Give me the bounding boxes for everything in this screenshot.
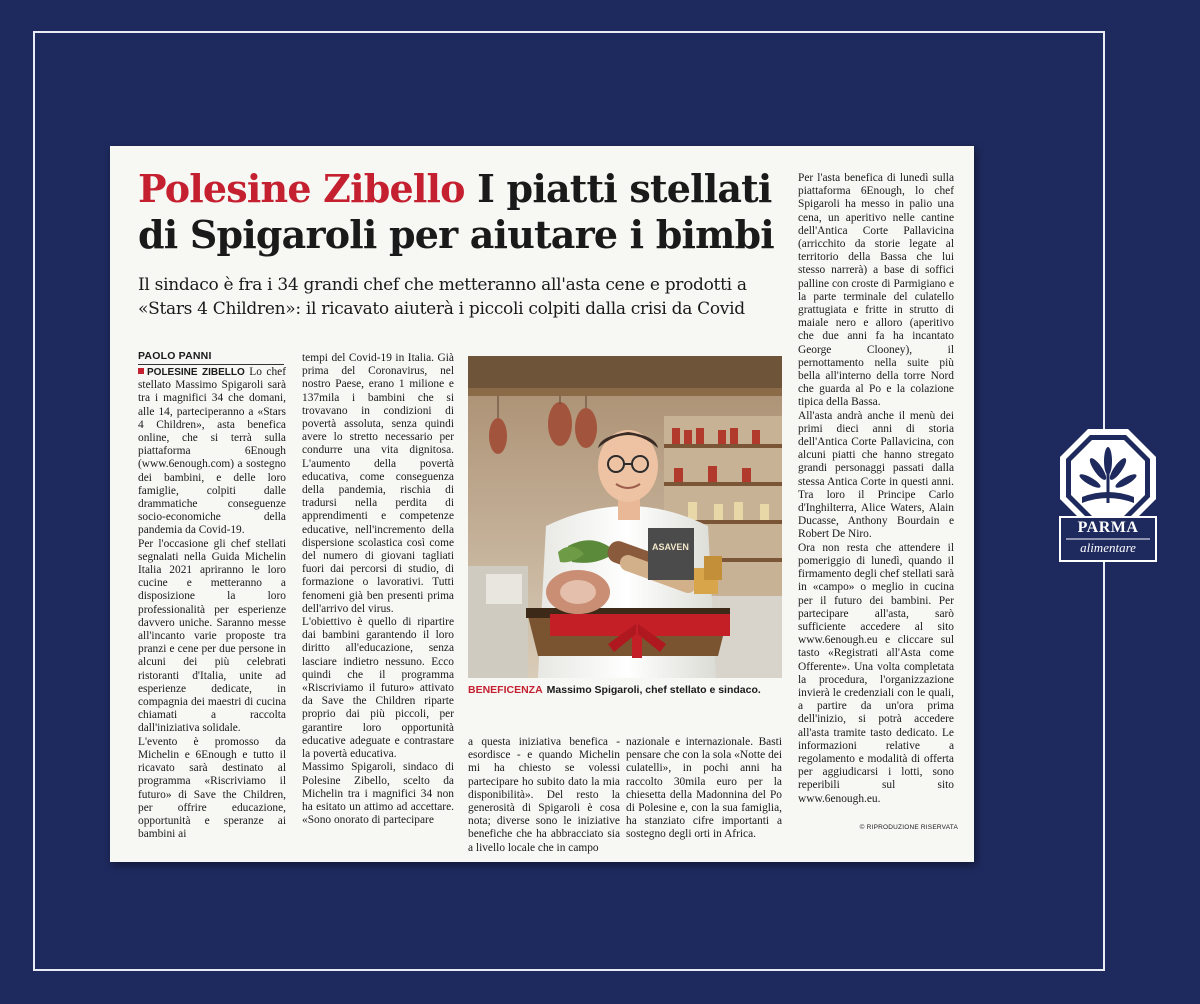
paragraph: Per l'asta benefica di lunedì sulla piattaforma 6Enough, lo chef Spigaroli ha messo in palio una cena, un aperitivo nelle cantine dell'Antica Corte Pallavicina (arricchito da storie legate al territorio della Bassa che lui stesso narrerà) a base di soffici palline con croste di Parmigiano e la parte terminale del culatello grattugiata e fritte in strutto di maiale nero e alloro (aperitivo che due anni fa ha incantato George Clooney), il pernottamento nella suite più bella all'interno della torre Nord che guarda al Po e la colazione tipica della Bassa.: [798, 172, 954, 409]
chef-photo-illustration: [468, 356, 782, 678]
placeline: POLESINE ZIBELLO: [147, 367, 245, 378]
article-column-3b: [626, 736, 782, 841]
paragraph: [138, 366, 286, 538]
logo-name: PARMA: [1077, 519, 1139, 536]
headline-kicker: Polesine Zibello: [138, 166, 465, 211]
paragraph: nazionale e internazionale. Basti pensare che con la sola «Notte dei culatelli», in pochi anni ha raccolto 30mila euro per la chiesetta della Madonnina del Po di Polesine e, con la sua famiglia, ha stanziato cifre importanti a sostegno degli orti in Africa.: [626, 736, 782, 841]
headline-text: I piatti stellati di Spigaroli per aiutare i bimbi: [138, 166, 774, 257]
paragraph: Massimo Spigaroli, sindaco di Polesine Zibello, scelto da Michelin tra i magnifici 34 non ha esitato un attimo ad accettare. «Sono onorato di partecipare: [302, 761, 454, 827]
photo-caption: [468, 684, 788, 696]
placeline-marker: [138, 368, 144, 374]
article-column-4: [798, 172, 954, 816]
caption-text: Massimo Spigaroli, chef stellato e sindaco.: [546, 684, 761, 696]
parma-alimentare-logo: [1058, 427, 1158, 567]
article-column-2: [302, 352, 454, 826]
subheadline: Il sindaco è fra i 34 grandi chef che metteranno all'asta cene e prodotti a «Stars 4 Children»: il ricavato aiuterà i piccoli colpiti dalla crisi da Covid: [138, 275, 747, 319]
caption-label: BENEFICENZA: [468, 684, 543, 696]
byline: PAOLO PANNI: [138, 350, 284, 365]
logo-tagline: alimentare: [1080, 540, 1136, 555]
copyright-notice: © RIPRODUZIONE RISERVATA: [859, 824, 958, 831]
article-column-1: [138, 366, 286, 841]
paragraph: All'asta andrà anche il menù dei primi dieci anni di storia dell'Antica Corte Pallavicina, con alcuni piatti che hanno stregato grandi personaggi passati dalla stessa Antica Corte in questi anni. Tra loro il Principe Carlo d'Inghilterra, Alice Waters, Alain Ducasse, Anthony Bourdain e Robert De Niro.: [798, 409, 954, 541]
photo-box-label: ASAVEN: [652, 542, 689, 552]
paragraph: L'evento è promosso da Michelin e 6Enough e tutto il ricavato sarà destinato al programma «Riscriviamo il futuro» di Save the Children, per offrire educazione, opportunità e speranze ai bambini ai: [138, 735, 286, 841]
headline: [138, 166, 798, 258]
newspaper-clipping: [110, 146, 974, 862]
paragraph-text: Lo chef stellato Massimo Spigaroli sarà tra i magnifici 34 che domani, alle 14, parteciperanno a «Stars 4 Children», asta benefica online, che si terrà sulla piattaforma 6Enough (www.6enough.com) a sostegno dei bambini, e delle loro famiglie, colpiti dalle drammatiche conseguenze socio-economiche della pandemia da Covid-19.: [138, 366, 286, 537]
paragraph: tempi del Covid-19 in Italia. Già prima del Coronavirus, nel nostro Paese, erano 1 milione e 137mila i bambini che si trovavano in condizioni di povertà assoluta, senza quindi avere lo stretto necessario per condurre una vita dignitosa. L'aumento della povertà educativa, come conseguenza della pandemia, rischia di tradursi nella perdita di apprendimenti e competenze educative, nell'incremento della dispersione scolastica così come del numero di giovani tagliati fuori dai percorsi di studio, di formazione o lavorativi. Tutti fenomeni già ben presenti prima dell'arrivo del virus.: [302, 352, 454, 615]
article-column-3a: [468, 736, 620, 854]
chef-photo: [468, 356, 782, 678]
paragraph: L'obiettivo è quello di ripartire dai bambini garantendo il loro diritto all'educazione, senza lasciare indietro nessuno. Ecco quindi che il programma «Riscriviamo il futuro» attivato da Save the Children riparte proprio dai più piccoli, per garantire loro opportunità educative adeguate e contrastare la povertà educativa.: [302, 616, 454, 761]
paragraph: Ora non resta che attendere il pomeriggio di lunedì, quando il firmamento degli chef stellati sarà in «campo» o meglio in cucina per il futuro dei bambini. Per partecipare all'asta, sarò sufficiente accedere al sito www.6enough.eu e cliccare sul tasto «Registrati all'Asta come Offerente». Una volta completata la procedura, l'organizzazione invierà le credenziali con le quali, a partire da un'ora prima dell'inizio, si potrà accedere all'asta tramite tasto dedicato. Le informazioni relative a regolamento e modalità di offerta per aggiudicarsi i lotti, sono reperibili sul sito www.6enough.eu.: [798, 541, 954, 805]
paragraph: Per l'occasione gli chef stellati segnalati nella Guida Michelin Italia 2021 apriranno le loro cucine e metteranno a disposizione la loro professionalità per esperienze davvero uniche. Saranno messe all'incanto varie proposte tra pranzi e cene per due persone in alcuni dei più celebrati ristoranti d'Italia, unite ad esperienze dedicate, in compagnia dei maestri di cucina chiamati a raccolta dall'iniziativa solidale.: [138, 537, 286, 735]
paragraph: a questa iniziativa benefica - esordisce - e quando Michelin mi ha chiesto se volessi partecipare ho subito dato la mia disponibilità». Del resto la generosità di Spigaroli è cosa nota; diverse sono le iniziative benefiche che ha abbracciato sia a livello locale che in campo: [468, 736, 620, 854]
